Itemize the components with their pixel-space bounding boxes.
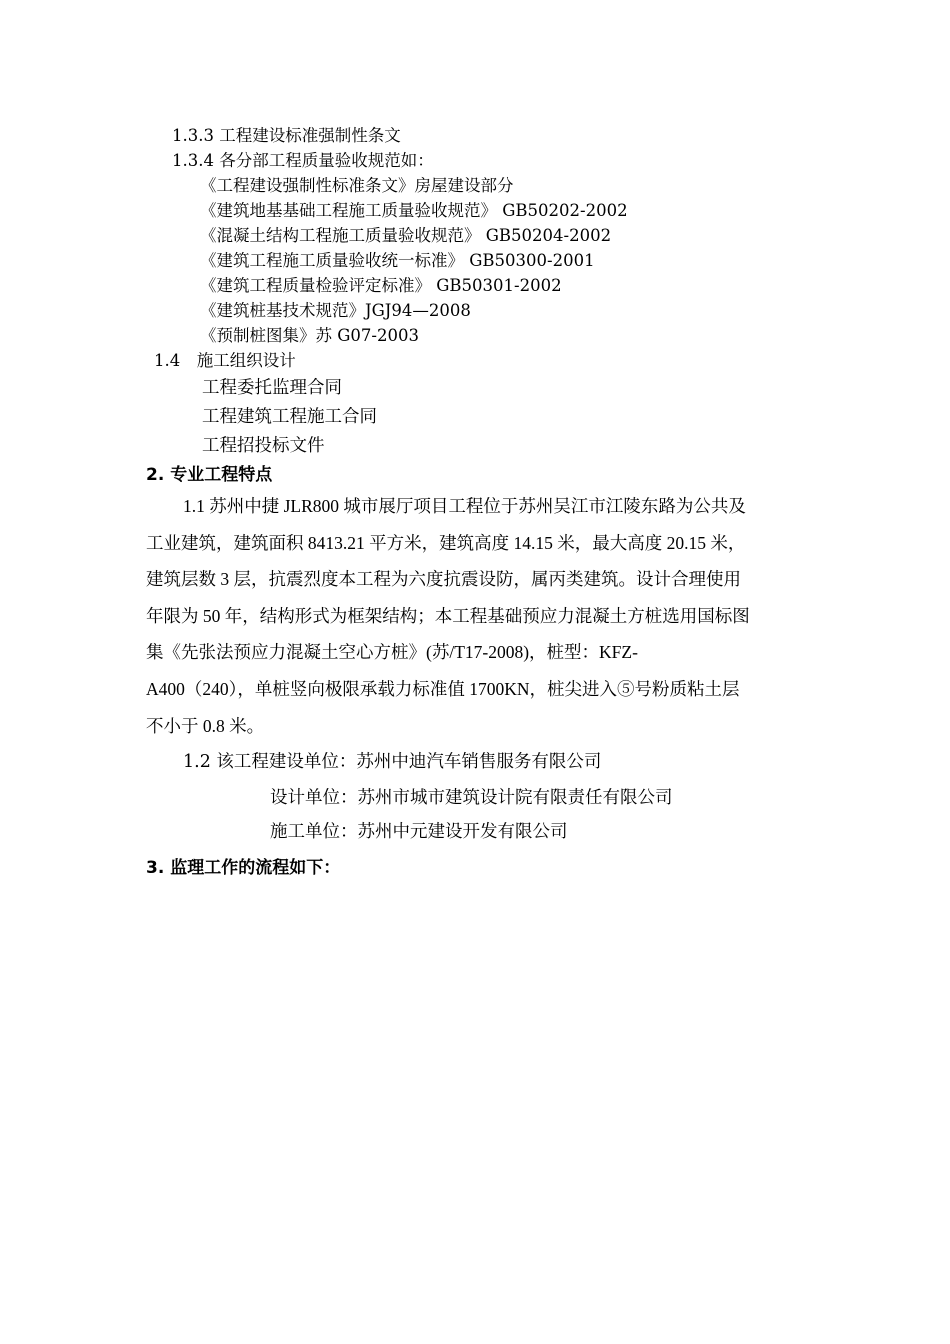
standard-item: 《建筑工程质量检验评定标准》 GB50301-2002 [200,276,562,295]
paragraph-line: A400（240），单桩竖向极限承载力标准值 1700KN，桩尖进入⑤号粉质粘土层 [146,678,740,699]
project-description-paragraph [146,488,806,744]
paragraph-line: 1.1 苏州中捷 JLR800 城市展厅项目工程位于苏州吴江市江陵东路为公共及 [183,496,746,516]
construction-unit: 施工单位：苏州中元建设开发有限公司 [270,822,568,842]
section-3-heading: 3. 监理工作的流程如下： [146,858,341,878]
standard-item: 《建筑工程施工质量验收统一标准》 GB50300-2001 [200,251,595,270]
section-1-4-item: 工程委托监理合同 [202,378,342,398]
standard-item: 《建筑地基基础工程施工质量验收规范》 GB50202-2002 [200,201,628,220]
standard-item: 《混凝土结构工程施工质量验收规范》 GB50204-2002 [200,226,612,245]
item-1-3-3: 1.3.3 工程建设标准强制性条文 [172,126,401,145]
item-1-3-4: 1.3.4 各分部工程质量验收规范如： [172,151,434,170]
owner-unit: 1.2 该工程建设单位：苏州中迪汽车销售服务有限公司 [183,752,602,772]
standard-item: 《工程建设强制性标准条文》房屋建设部分 [200,176,514,195]
section-2-heading: 2. 专业工程特点 [146,465,273,485]
paragraph-line: 建筑层数 3 层，抗震烈度本工程为六度抗震设防，属丙类建筑。设计合理使用 [146,569,741,590]
standard-item: 《预制桩图集》苏 G07-2003 [200,326,419,345]
paragraph-line: 工业建筑，建筑面积 8413.21 平方米，建筑高度 14.15 米，最大高度 20.15 米， [146,532,746,553]
paragraph-line: 年限为 50 年，结构形式为框架结构；本工程基础预应力混凝土方桩选用国标图 [146,605,750,626]
section-1-4-item: 工程招投标文件 [202,436,325,456]
paragraph-line: 不小于 0.8 米。 [146,715,265,736]
section-1-4-heading: 1.4 施工组织设计 [154,351,296,370]
standard-item: 《建筑桩基技术规范》JGJ94—2008 [200,301,471,320]
section-1-4-item: 工程建筑工程施工合同 [202,407,377,427]
design-unit: 设计单位：苏州市城市建筑设计院有限责任有限公司 [270,788,673,808]
paragraph-line: 集《先张法预应力混凝土空心方桩》(苏/T17-2008)，桩型：KFZ- [146,642,638,663]
